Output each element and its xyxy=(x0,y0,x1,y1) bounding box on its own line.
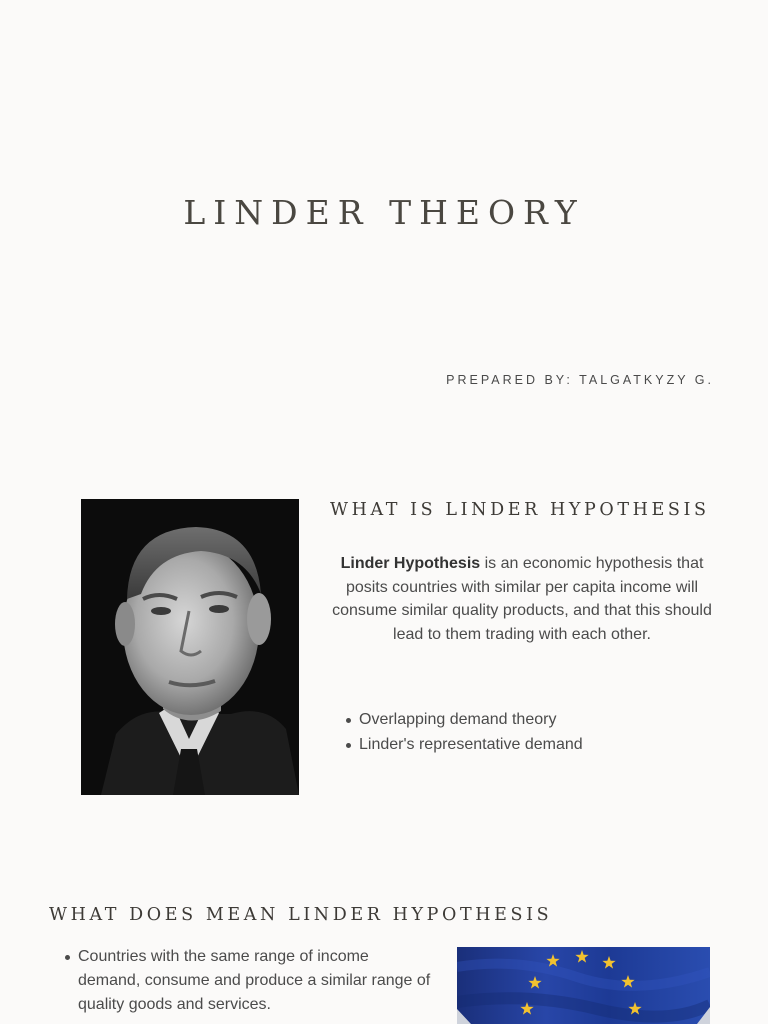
intro-bold-term: Linder Hypothesis xyxy=(340,555,481,572)
page-title: LINDER THEORY xyxy=(183,193,585,232)
list-item: Overlapping demand theory xyxy=(344,708,583,733)
intro-paragraph xyxy=(330,552,714,646)
section-heading-what-does-mean: WHAT DOES MEAN LINDER HYPOTHESIS xyxy=(49,905,553,925)
list-item: Linder's representative demand xyxy=(344,733,583,758)
intro-text: is an economic hypothesis that posits countries with similar per capita income will consume similar quality products, and that this should lead to them trading with each other. xyxy=(332,555,712,643)
eu-flag-image xyxy=(457,947,710,1024)
hypothesis-bullet-list xyxy=(344,708,583,757)
list-item: Countries with the same range of income demand, consume and produce a similar range of quality goods and services. xyxy=(63,945,433,1017)
prepared-by: PREPARED BY: TALGATKYZY G. xyxy=(446,373,714,387)
meaning-bullet-list xyxy=(63,945,433,1017)
section-heading-what-is: WHAT IS LINDER HYPOTHESIS xyxy=(330,500,710,520)
portrait-image xyxy=(81,499,299,795)
